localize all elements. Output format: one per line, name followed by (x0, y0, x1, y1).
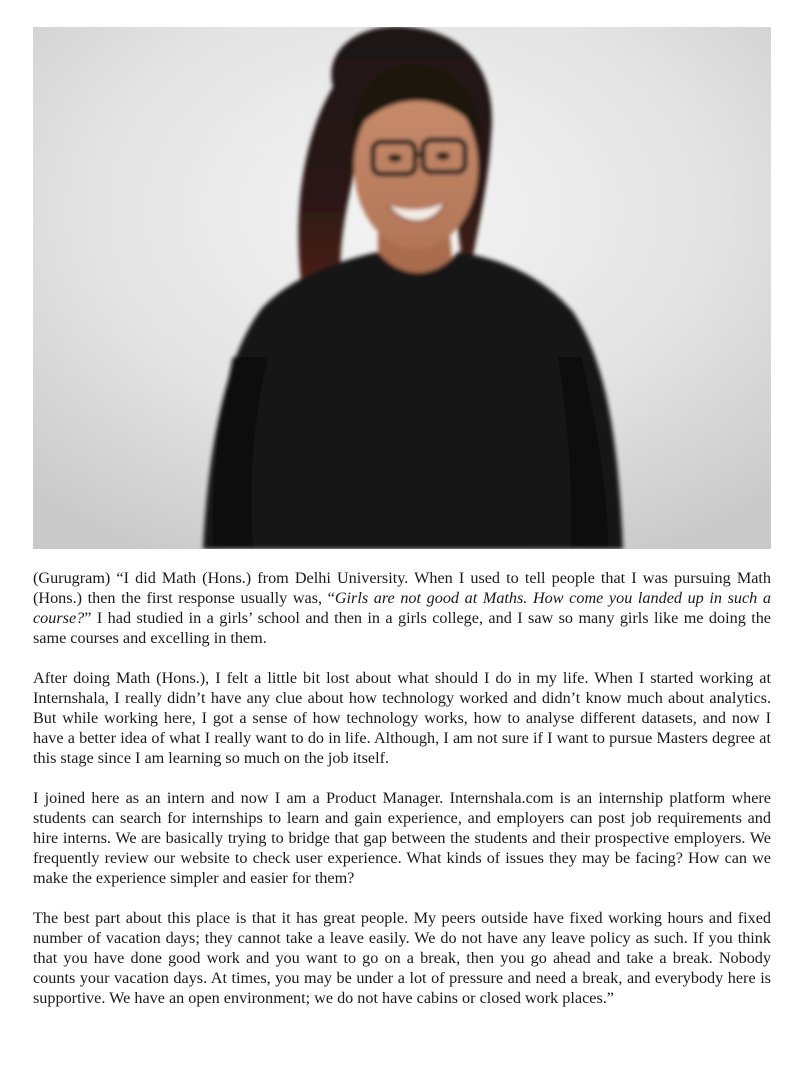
paragraph-3: I joined here as an intern and now I am a Product Manager. Internshala.com is an internship platform where students can search for internships to learn and gain experience, and employers can post job requirements and hire interns. We are basically trying to bridge that gap between the students and their prospective employers. We frequently review our website to check user experience. What kinds of issues they may be facing? How can we make the experience simpler and easier for them? (33, 789, 771, 887)
portrait-illustration (33, 27, 771, 549)
paragraph-2: After doing Math (Hons.), I felt a little bit lost about what should I do in my life. When I started working at Internshala, I really didn’t have any clue about how technology worked and didn’t know much about analytics. But while working here, I got a sense of how technology works, how to analyse different datasets, and now I have a better idea of what I really want to do in life. Although, I am not sure if I want to pursue Masters degree at this stage since I am learning so much on the job itself. (33, 669, 771, 767)
paragraph-1-lead: (Gurugram) “I did Math (Hons.) from Delhi University. When I used to tell people that I was pursuing Math (Hons.) then the first response usually was, “ (33, 569, 771, 607)
quoted-remark: Girls are not good at Maths. How come you landed up in such a course? (33, 589, 771, 627)
paragraph-1 (33, 568, 771, 648)
paragraph-1-tail: ” I had studied in a girls’ school and then in a girls college, and I saw so many girls like me doing the same courses and excelling in them. (33, 609, 771, 647)
portrait-photo (33, 27, 771, 549)
paragraph-4: The best part about this place is that it has great people. My peers outside have fixed working hours and fixed number of vacation days; they cannot take a leave easily. We do not have any leave policy as such. If you think that you have done good work and you want to go on a break, then you go ahead and take a break. Nobody counts your vacation days. At times, you may be under a lot of pressure and need a break, and everybody here is supportive. We have an open environment; we do not have cabins or closed work places.” (33, 909, 771, 1007)
article-body (33, 568, 771, 1008)
